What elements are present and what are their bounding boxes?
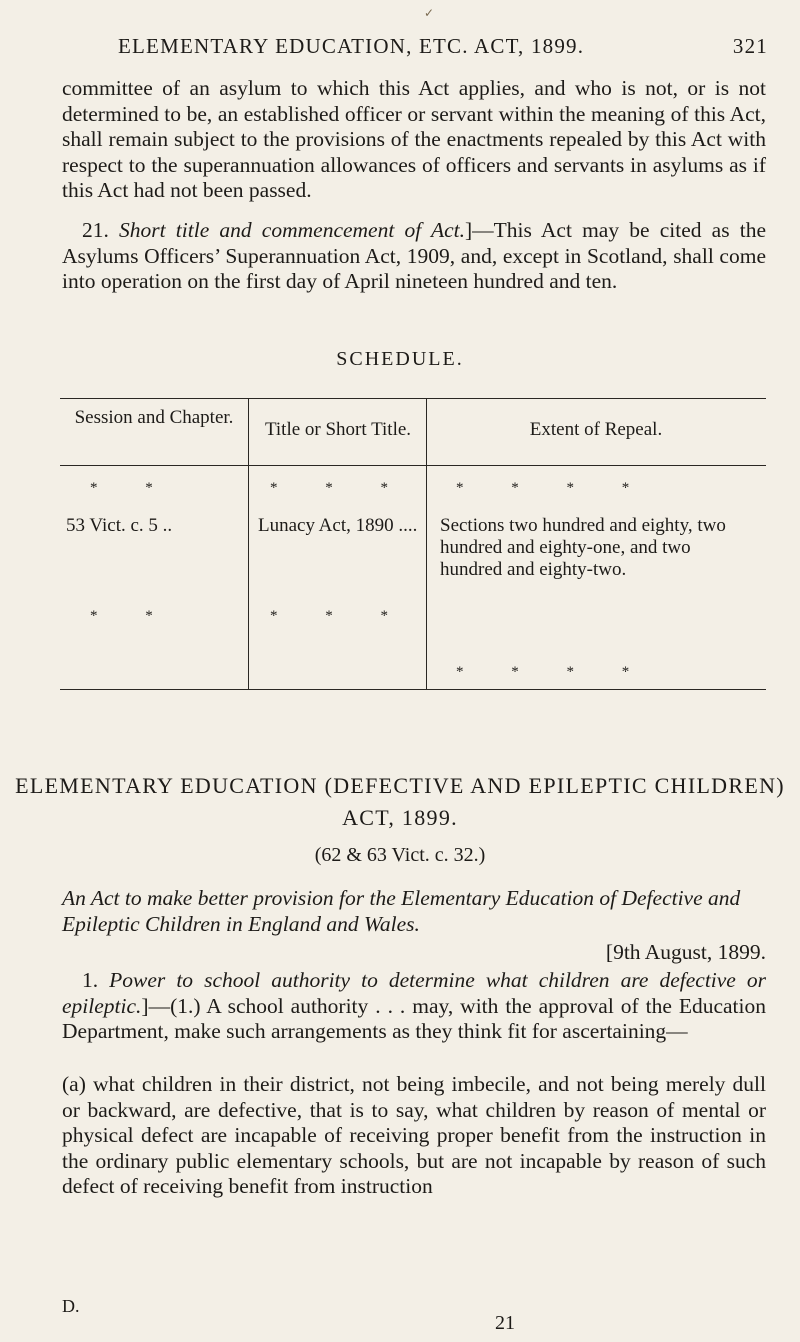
- clause-a: (a) what children in their district, not being imbecile, and not being merely dull or backward, are defective, that is to say, what children by reason of mental or physical defect are incapable of receiving proper benefit from the instruction in the ordinary public elementary schools, but are not incapable by reason of such defect of receiving benefit from instruction: [62, 1072, 766, 1198]
- header-extent: Extent of Repeal.: [529, 419, 663, 440]
- act-long-title: An Act to make better provision for the Elementary Education of Defective and Epileptic Children in England and Wales.: [62, 886, 741, 936]
- catchword: 21: [495, 1312, 515, 1334]
- header-title: Title or Short Title.: [264, 419, 412, 440]
- row-extent: Sections two hundred and eighty, two hundred and eighty-one, and two hundred and eighty-two.: [440, 515, 726, 580]
- schedule-title: SCHEDULE.: [336, 348, 464, 370]
- section-1-number: 1.: [82, 968, 99, 992]
- row-session: 53 Vict. c. 5 ..: [66, 515, 173, 536]
- column-divider: [248, 399, 249, 689]
- omission-stars: * * *: [270, 480, 410, 496]
- header-divider: [60, 465, 766, 466]
- section-21-number: 21.: [82, 218, 109, 242]
- section-21: [62, 218, 766, 295]
- omission-stars: * *: [90, 608, 175, 624]
- row-title: Lunacy Act, 1890 ....: [258, 515, 418, 536]
- section-1-heading: Power to school authority to determine what children are defective or epileptic.: [62, 968, 766, 1018]
- header-session-chapter: Session and Chapter.: [74, 407, 234, 428]
- paragraph-continuation: committee of an asylum to which this Act applies, and who is not, or is not determined to be, an established officer or servant within the meaning of this Act, shall remain subject to the provisions of the enactments repealed by this Act with respect to the superannuation allowances of officers and servants in asylums as if this Act had not been passed.: [62, 76, 766, 202]
- act-date: [9th August, 1899.: [605, 940, 766, 964]
- section-1-text: ]—(1.) A school authority . . . may, with the approval of the Education Department, make such arrangements as they think fit for ascertaining—: [62, 993, 766, 1043]
- section-1: [62, 968, 766, 1045]
- omission-stars: * * * *: [456, 480, 652, 496]
- omission-stars: * *: [90, 480, 175, 496]
- tick-mark-icon: ✓: [424, 6, 435, 20]
- omission-stars: * * * *: [456, 664, 652, 680]
- signature-mark: D.: [62, 1296, 80, 1316]
- omission-stars: * * *: [270, 608, 410, 624]
- running-title: ELEMENTARY EDUCATION, ETC. ACT, 1899.: [118, 34, 585, 58]
- section-21-heading: Short title and commencement of Act.: [119, 218, 466, 242]
- running-header: [118, 34, 768, 59]
- column-divider: [426, 399, 427, 689]
- schedule-table: [60, 398, 766, 690]
- page-number: 321: [732, 34, 768, 58]
- act-title: ELEMENTARY EDUCATION (DEFECTIVE AND EPILEPTIC CHILDREN) ACT, 1899.: [15, 773, 785, 830]
- section-21-text: ]—This Act may be cited as the Asylums Officers’ Superannuation Act, 1909, and, except in Scotland, shall come into operation on the first day of April nineteen hundred and ten.: [62, 218, 766, 293]
- act-citation: (62 & 63 Vict. c. 32.): [314, 844, 486, 866]
